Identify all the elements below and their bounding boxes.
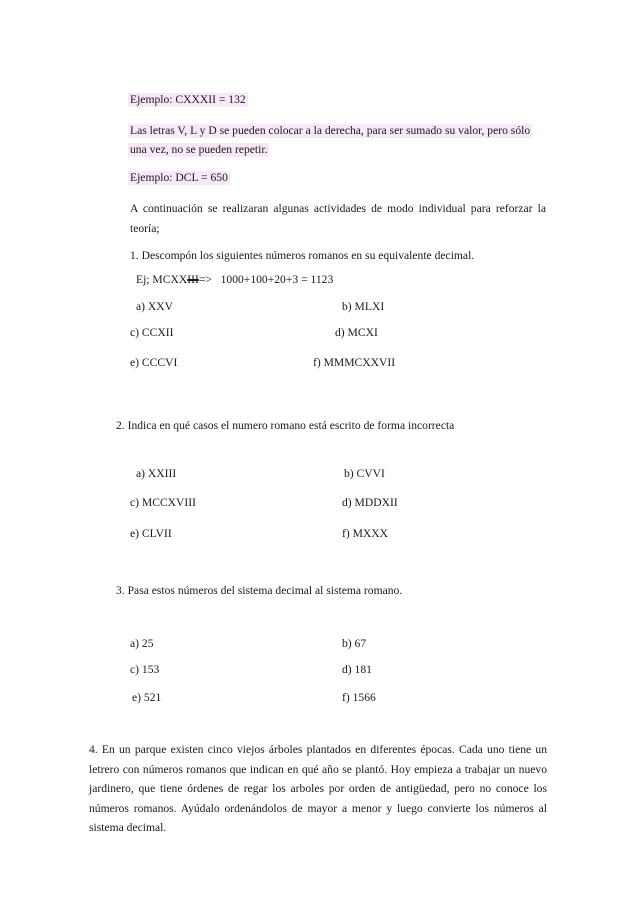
ex1-item-b: b) MLXI (342, 300, 385, 313)
ex1-item-f: f) MMMCXXVII (313, 356, 396, 369)
example-rest: 1000+100+20+3 = 1123 (220, 273, 334, 286)
ex3-item-d: d) 181 (342, 663, 372, 676)
exercise-4-text: 4. En un parque existen cinco viejos árboles plantados en diferentes épocas. Cada uno tiene un letrero con números romanos que indican en qué año se plantó. Hoy empieza a trabajar un nuevo jardinero, que tiene órdenes de regar los arboles por orden de antigüedad, pero no conoce los números romanos. Ayúdalo ordenándolos de mayor a menor y luego convierte los números al sistema decimal. (89, 743, 547, 834)
ex3-item-f: f) 1566 (342, 691, 376, 704)
exercise-1-example (136, 273, 333, 287)
activities-intro: A continuación se realizaran algunas actividades de modo individual para reforzar la teoría; (130, 202, 546, 235)
exercise-3-title: 3. Pasa estos números del sistema decimal al sistema romano. (116, 584, 403, 597)
ex1-item-c: c) CCXII (130, 326, 174, 339)
example-dcl: Ejemplo: DCL = 650 (130, 171, 228, 184)
ex2-item-d: d) MDDXII (342, 496, 398, 509)
example-arrow: => (198, 273, 212, 286)
ex2-item-f: f) MXXX (342, 527, 389, 540)
ex1-item-e: e) CCCVI (130, 356, 178, 369)
rule-line-2: una vez, no se pueden repetir. (130, 143, 268, 156)
exercise-1-title: 1. Descompón los siguientes números romanos en su equivalente decimal. (130, 249, 475, 262)
ex3-item-a: a) 25 (130, 637, 154, 650)
rule-line-1: Las letras V, L y D se pueden colocar a la derecha, para ser sumado su valor, pero sólo (130, 124, 531, 137)
ex3-item-e: e) 521 (132, 691, 162, 704)
ex1-item-d: d) MCXI (335, 326, 378, 339)
ex2-item-a: a) XXIII (136, 467, 177, 480)
exercise-2-title: 2. Indica en qué casos el numero romano está escrito de forma incorrecta (116, 419, 455, 432)
ex2-item-b: b) CVVI (344, 467, 385, 480)
ex3-item-b: b) 67 (342, 637, 367, 650)
example-cxxxii: Ejemplo: CXXXII = 132 (130, 93, 246, 106)
ex2-item-c: c) MCCXVIII (130, 496, 197, 509)
ex2-item-e: e) CLVII (130, 527, 172, 540)
ex3-item-c: c) 153 (130, 663, 160, 676)
example-struck: III (187, 273, 199, 286)
example-prefix: Ej; MCXX (136, 273, 188, 286)
ex1-item-a: a) XXV (136, 300, 174, 313)
